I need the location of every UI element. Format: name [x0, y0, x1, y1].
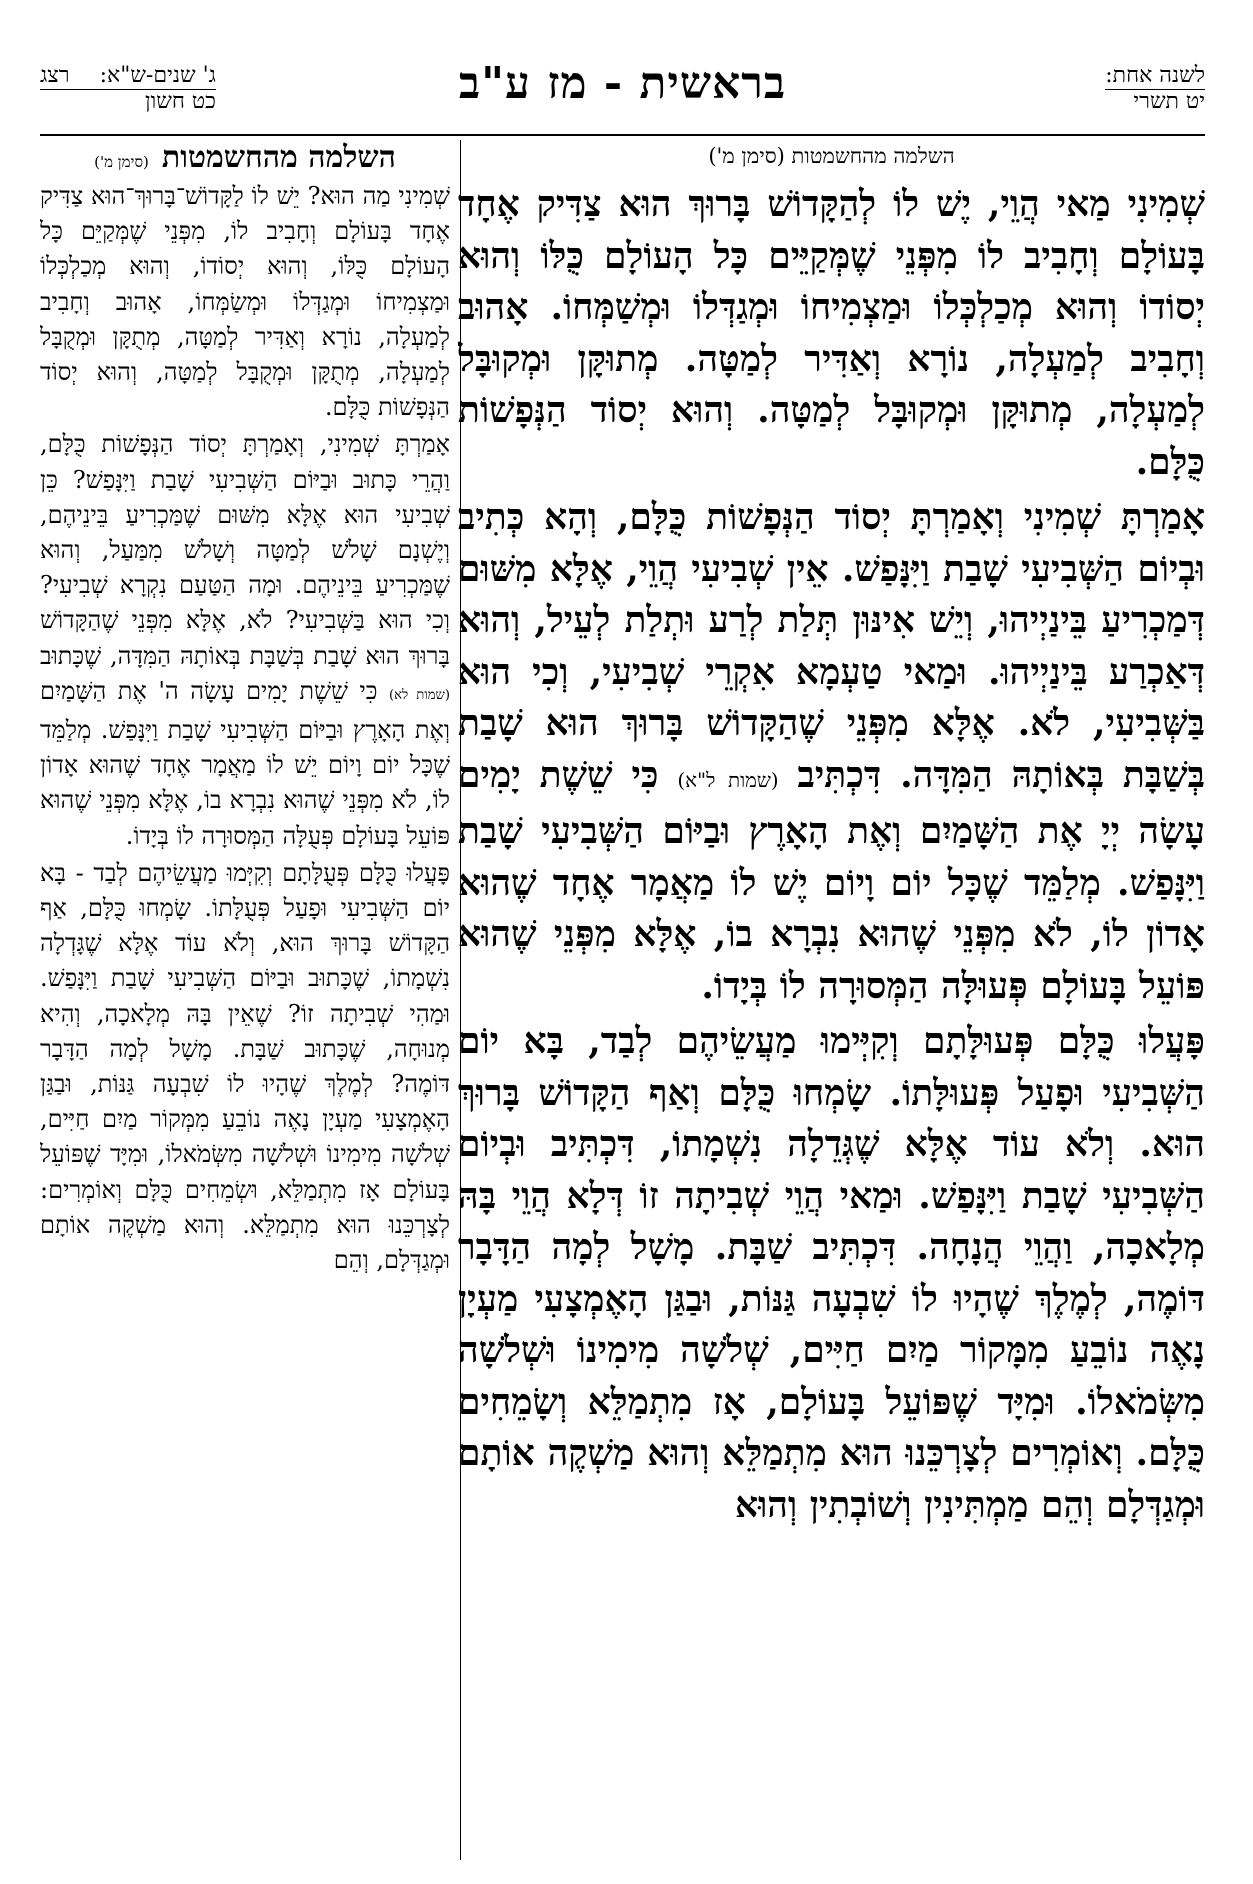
side-column — [40, 140, 450, 1860]
side-citation: (שמות לא) — [389, 687, 450, 703]
side-paragraph-2-cont: כִּי שֵׁשֶׁת יָמִים עָשָׂה ה' אֶת הַשָּׁמַיִם וְאֶת הָאָרֶץ וּבַיּוֹם הַשְּׁבִיעִי שָׁבַת וַיִּנָּפַשׁ. מְלַמֵּד שֶׁכָּל יוֹם וָיוֹם יֵשׁ לוֹ מַאֲמָר אֶחָד שֶׁהוּא אָדוֹן לוֹ, לֹא מִפְּנֵי שֶׁהוּא נִבְרָא בוֹ, אֶלָּא מִפְּנֵי שֶׁהוּא פּוֹעֵל בָּעוֹלָם פְּעֻלָּה הַמְּסוּרָה לוֹ בְּיָדוֹ. — [40, 676, 450, 850]
header-left-block — [40, 64, 216, 113]
page-title: בראשית - מז ע"ב — [458, 58, 787, 109]
one-year-date: יט תשרי — [1133, 89, 1205, 115]
main-text — [458, 179, 1205, 1531]
main-paragraph-2-cont: כִּי שֵׁשֶׁת יָמִים עָשָׂה יְיָ אֶת הַשָּׁמַיִם וְאֶת הָאָרֶץ וּבַיּוֹם הַשְּׁבִיעִי שָׁבַת וַיִּנָּפַשׁ. מְלַמֵּד שֶׁכָּל יוֹם וָיוֹם יֶשׁ לוֹ מַאֲמָר אֶחָד שֶׁהוּא אָדוֹן לוֹ, לֹא מִפְּנֵי שֶׁהוּא נִבְרָא בוֹ, אֶלָּא מִפְּנֵי שֶׁהוּא פּוֹעֵל בָּעוֹלָם פְּעוּלָּה הַמְּסוּרָה לוֹ בְּיָדוֹ. — [458, 753, 1205, 1007]
side-paragraph-2-text: אָמַרְתָּ שְׁמִינִי, וְאָמַרְתָּ יְסוֹד הַנְּפָשׁוֹת כֻּלָּם, וַהֲרֵי כָּתוּב וּבַיּוֹם הַשְּׁבִיעִי שָׁבַת וַיִּנָּפַשׁ? כֵּן שְׁבִיעִי הוּא אֶלָּא מִשּׁוּם שֶׁמַּכְרִיעַ בֵּינֵיהֶם, וְיֶשְׁנָם שָׁלֹשׁ לְמַטָּה וְשָׁלֹשׁ מִמַּעַל, וְהוּא שֶׁמַּכְרִיעַ בֵּינֵיהֶם. וּמָה הַטַּעַם נִקְרָא שְׁבִיעִי? וְכִי הוּא בַּשְּׁבִיעִי? לֹא, אֶלָּא מִפְּנֵי שֶׁהַקָּדוֹשׁ בָּרוּךְ הוּא שָׁבַת בְּשַׁבָּת בְּאוֹתָהּ הַמִּדָּה, שֶׁכָּתוּב — [40, 430, 450, 670]
side-section-title — [40, 140, 450, 175]
side-paragraph-3: פָּעֲלוּ כֻּלָּם פְּעֻלָּתָם וְקִיְּמוּ מַעֲשֵׂיהֶם לְבַד - בָּא יוֹם הַשְּׁבִיעִי וּפָעַל פְּעֻלָּתוֹ. שָׂמְחוּ כֻּלָּם, אַף הַקָּדוֹשׁ בָּרוּךְ הוּא, וְלֹא עוֹד אֶלָּא שֶׁגָּדְלָה נִשְׁמָתוֹ, שֶׁכָּתוּב וּבַיּוֹם הַשְּׁבִיעִי שָׁבַת וַיִּנָּפַשׁ. וּמַהִי שְׁבִיתָה זוֹ? שֶׁאֵין בָּהּ מְלָאכָה, וְהִיא מְנוּחָה, שֶׁכָּתוּב שַׁבָּת. מָשָׁל לְמָה הַדָּבָר דּוֹמֶה? לְמֶלֶךְ שֶׁהָיוּ לוֹ שִׁבְעָה גַּנּוֹת, וּבַגַּן הָאֶמְצָעִי מַעְיָן נָאֶה נוֹבֵעַ מִמְּקוֹר מַיִם חַיִּים, שְׁלֹשָׁה מִימִינוֹ וּשְׁלֹשָׁה מִשְּׂמֹאלוֹ, וּמִיָּד שֶׁפּוֹעֵל בָּעוֹלָם אָז מִתְמַלֵּא, וּשְׂמֵחִים כֻּלָּם וְאוֹמְרִים: לְצָרְכֵּנוּ הוּא מִתְמַלֵּא. וְהוּא מַשְׁקֶה אוֹתָם וּמְגַדְּלָם, וְהֵם — [40, 858, 450, 1275]
three-year-date: כט חשון — [145, 89, 216, 115]
header-rule — [40, 134, 1205, 136]
side-paragraph-2 — [40, 427, 450, 853]
three-year-label: ג' שנים-ש"א: — [99, 63, 216, 88]
main-paragraph-2 — [458, 492, 1205, 1012]
main-citation: (שמות ל"א) — [677, 768, 779, 792]
column-divider — [460, 140, 461, 1860]
main-section-title: השלמה מהחשמטות (סימן מ') — [708, 144, 955, 168]
main-paragraph-1: שְׁמִינִי מַאי הֲוֵי, יֶשׁ לוֹ לְהַקָּדוֹשׁ בָּרוּךְ הוּא צַדִּיק אֶחָד בָּעוֹלָם וְחָבִיב לוֹ מִפְּנֵי שֶׁמְּקַיֵּים כָּל הָעוֹלָם כֻּלּוֹ וְהוּא יְסוֹדוֹ וְהוּא מְכַלְכְּלוֹ וּמַצְמִיחוֹ וּמְגַדְּלוֹ וּמְשַׁמְּחוֹ. אָהוּב וְחָבִיב לְמַעְלָה, נוֹרָא וְאַדִּיר לְמַטָּה. מְתוּקָּן וּמְקוּבָּל לְמַעְלָה, מְתוּקָּן וּמְקוּבָּל לְמַטָּה. וְהוּא יְסוֹד הַנְּפָשׁוֹת כֻּלָּם. — [458, 183, 1205, 483]
main-column — [458, 140, 1205, 1860]
side-title-ref: (סימן מ') — [94, 153, 149, 171]
main-paragraph-2-text: אָמַרְתָּ שְׁמִינִי וְאָמַרְתָּ יְסוֹד הַנְּפָשׁוֹת כֻּלָּם, וְהָא כְּתִיב וּבְיוֹם הַשְּׁבִיעִי שָׁבַת וַיִּנָּפַשׁ. אֵין שְׁבִיעִי הֲוֵי, אֶלָּא מִשּׁוּם דְּמַכְרִיעַ בֵּינַיְיהוּ, וְיֵשׁ אִינּוּן תְּלַת לְרַע וּתְלַת לְעֵיל, וְהוּא דְּאַכְרַע בֵּינַיְיהוּ. וּמַאי טַעְמָא אִקְרֵי שְׁבִיעִי, וְכִי הוּא בַּשְּׁבִיעִי, לֹא. אֶלָּא מִפְּנֵי שֶׁהַקָּדוֹשׁ בָּרוּךְ הוּא שָׁבַת בְּשַׁבָּת בְּאוֹתָהּ הַמִּדָּה. דִּכְתִּיב — [458, 496, 1205, 796]
side-paragraph-1: שְׁמִינִי מַה הוּא? יֵשׁ לוֹ לַקָּדוֹשׁ־בָּרוּךְ־הוּא צַדִּיק אֶחָד בָּעוֹלָם וְחָבִיב לוֹ, מִפְּנֵי שֶׁמְּקַיֵּם כָּל הָעוֹלָם כֻּלּוֹ, וְהוּא יְסוֹדוֹ, וְהוּא מְכַלְכְּלוֹ וּמַצְמִיחוֹ וּמְגַדְּלוֹ וּמְשַׂמְּחוֹ, אָהוּב וְחָבִיב לְמַעְלָה, נוֹרָא וְאַדִּיר לְמַטָּה, מְתֻקָּן וּמְקֻבָּל לְמַעְלָה, מְתֻקָּן וּמְקֻבָּל לְמַטָּה, וְהוּא יְסוֹד הַנְּפָשׁוֹת כֻּלָּם. — [40, 182, 450, 422]
one-year-label: לשנה אחת: — [1105, 63, 1205, 88]
main-paragraph-3: פָּעֲלוּ כֻּלָּם פְּעוּלָּתָם וְקִיְּימוּ מַעֲשֵׂיהֶם לְבַד, בָּא יוֹם הַשְּׁבִיעִי וּפָעַל פְּעוּלָּתוֹ. שָׂמְחוּ כֻּלָּם וְאַף הַקָּדוֹשׁ בָּרוּךְ הוּא. וְלֹא עוֹד אֶלָּא שֶׁגְּדֵלָה נִשְׁמָתוֹ, דִּכְתִּיב וּבְיוֹם הַשְּׁבִיעִי שָׁבַת וַיִּנָּפַשׁ. וּמַאי הֲוֵי שְׁבִיתָה זוֹ דְּלָא הֲוֵי בָּהּ מְלָאכָה, וַהֲוֵי הֲנָחָה. דִּכְתִּיב שַׁבָּת. מָשָׁל לְמָה הַדָּבָר דּוֹמֶה, לְמֶלֶךְ שֶׁהָיוּ לוֹ שִׁבְעָה גַּנּוֹת, וּבַגַּן הָאֶמְצָעִי מַעְיָן נָאֶה נוֹבֵעַ מִמָּקוֹר מַיִם חַיִּים, שְׁלֹשָׁה מִימִינוֹ וּשְׁלֹשָׁה מִשְּׂמֹאלוֹ. וּמִיָּד שֶׁפּוֹעֵל בָּעוֹלָם, אָז מִתְמַלֵּא וְשָׂמֵחִים כֻּלָּם. וְאוֹמְרִים לְצָרְכֵּנוּ הוּא מִתְמַלֵּא וְהוּא מַשְׁקֶה אוֹתָם וּמְגַדְּלָם וְהֵם מַמְתִּינִין וְשׁוֹבְתִין וְהוּא — [458, 1020, 1205, 1526]
page-number: רצג — [40, 63, 70, 88]
side-title-text: השלמה מהחשמטות — [161, 140, 396, 175]
side-text — [40, 179, 450, 1278]
page-header — [40, 58, 1205, 128]
